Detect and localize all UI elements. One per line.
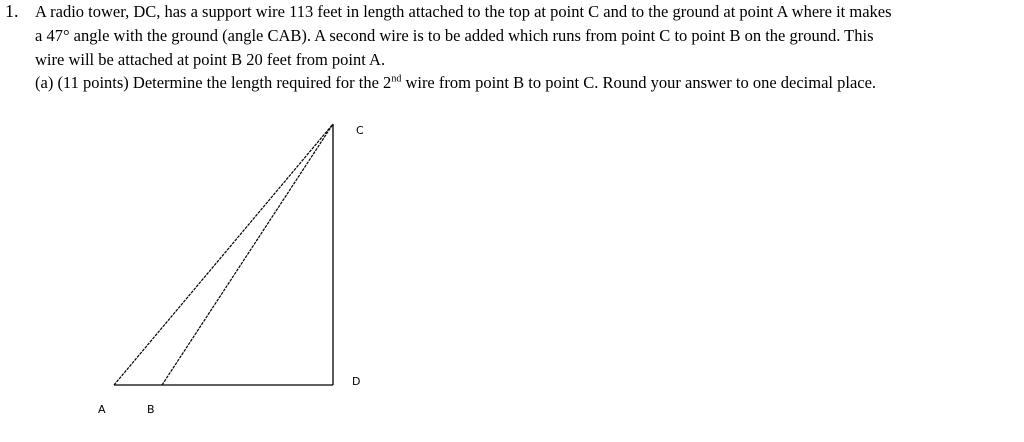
wire-ac: [114, 124, 333, 385]
label-point-d: D: [352, 375, 361, 388]
problem-line-3: wire will be attached at point B 20 feet from point A.: [35, 50, 386, 69]
label-point-b: B: [147, 403, 155, 416]
label-point-c: C: [356, 124, 364, 137]
wire-bc: [162, 124, 333, 385]
part-a-prefix: (a) (11 points) Determine the length required for the 2: [35, 73, 392, 92]
question-number: 1.: [5, 1, 19, 21]
problem-line-1: A radio tower, DC, has a support wire 113 feet in length attached to the top at point C and to the ground at point A where it makes: [35, 2, 892, 21]
part-a-superscript: nd: [391, 73, 402, 85]
problem-line-2: a 47° angle with the ground (angle CAB). A second wire is to be added which runs from point C to point B on the ground. This: [35, 26, 874, 45]
part-a-suffix: wire from point B to point C. Round your answer to one decimal place.: [401, 73, 877, 92]
label-point-a: A: [98, 403, 106, 416]
